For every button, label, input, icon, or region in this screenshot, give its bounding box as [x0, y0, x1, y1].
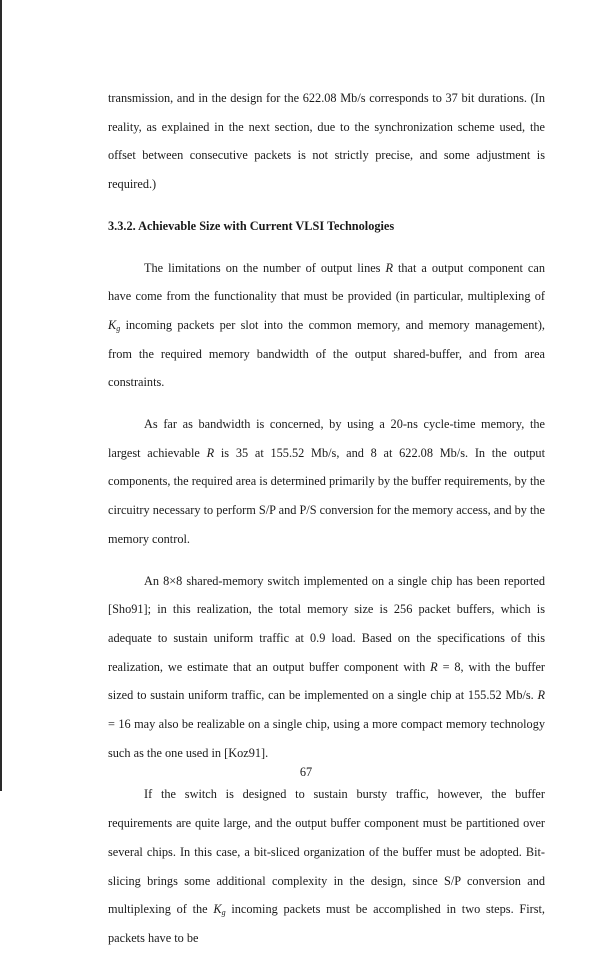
- text-run: = 8, with the buffer sized to sustain uniform traffic, can be implemented on a single chip at 155.52 Mb/s.: [108, 659, 546, 703]
- math-variable: R: [537, 688, 545, 703]
- text-run: incoming packets per slot into the common memory, and memory management), from the required memory bandwidth of the output shared-buffer, and from area constraints.: [108, 317, 546, 390]
- math-variable: R: [206, 445, 215, 460]
- math-subscript: g: [116, 323, 121, 333]
- paragraph-shared-memory: [108, 567, 545, 768]
- section-heading: 3.3.2. Achievable Size with Current VLSI Technologies: [108, 218, 395, 233]
- math-subscript: g: [221, 908, 226, 918]
- paragraph-continuation: transmission, and in the design for the 622.08 Mb/s corresponds to 37 bit durations. (In reality, as explained in the next section, due to the synchronization scheme used, the offset between consecutive packets is not strictly precise, and some adjustment is required.): [108, 91, 545, 192]
- paragraph-bandwidth: [108, 410, 545, 554]
- math-variable: R: [430, 659, 438, 674]
- text-run: The limitations on the number of output lines: [144, 260, 381, 275]
- page-number: 67: [299, 765, 313, 779]
- math-variable: K: [213, 902, 222, 917]
- text-run: incoming packets must be accomplished in two steps. First, packets have to be: [108, 902, 546, 945]
- page-edge-rule: [0, 0, 2, 791]
- text-run: As far as bandwidth is concerned, by using a 20-ns cycle-time memory, the largest achievable: [108, 417, 545, 460]
- math-variable: K: [108, 317, 117, 332]
- paragraph-limitations: [108, 254, 545, 398]
- math-variable: R: [385, 260, 393, 275]
- paragraph-bursty-traffic: [108, 780, 545, 952]
- text-run: is 35 at 155.52 Mb/s, and 8 at 622.08 Mb/s. In the output components, the required area is determined primarily by the buffer requirements, by the circuitry necessary to perform S/P and P/S conversion for the memory access, and by the memory control.: [108, 445, 545, 546]
- text-run: An 8×8 shared-memory switch implemented on a single chip has been reported [Sho91]; in this realization, the total memory size is 256 packet buffers, which is adequate to sustain uniform traffic at 0.9 load. Based on the specifications of this realization, we estimate that an output buffer component with: [108, 573, 545, 674]
- body-text: [108, 84, 545, 953]
- text-run: If the switch is designed to sustain bursty traffic, however, the buffer requirements are quite large, and the output buffer component must be partitioned over several chips. In this case, a bit-sliced organization of the buffer must be adopted. Bit-slicing brings some additional complexity in the design, since S/P conversion and multiplexing of the: [108, 787, 545, 917]
- text-run: = 16 may also be realizable on a single chip, using a more compact memory technology such as the one used in [Koz91].: [108, 717, 545, 760]
- text-run: that a output component can have come from the functionality that must be provided (in particular, multiplexing of: [108, 260, 545, 304]
